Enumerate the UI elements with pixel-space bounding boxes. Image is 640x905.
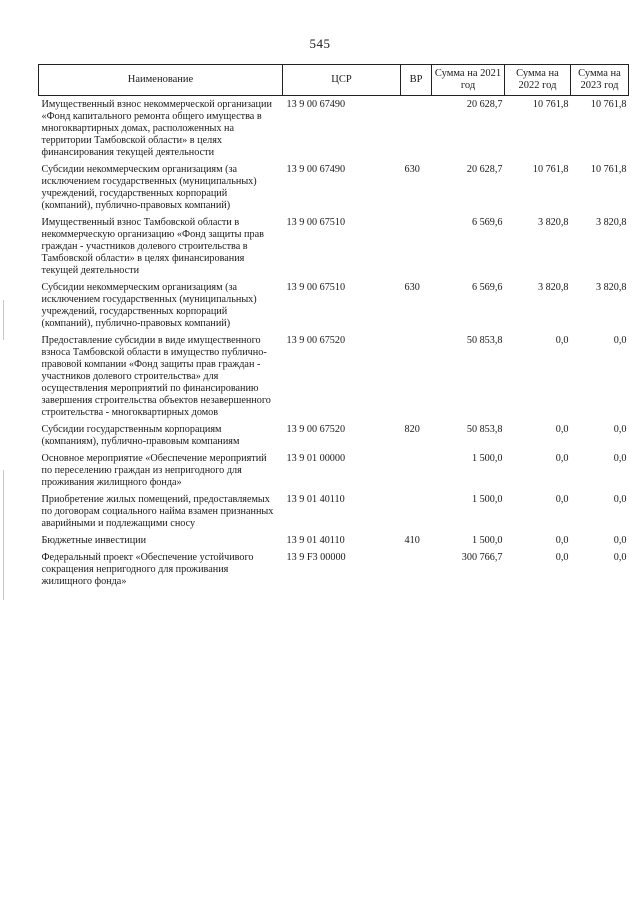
row-sum-2023: 0,0 — [613, 335, 627, 346]
row-name: Предоставление субсидии в виде имущественного взноса Тамбовской области в имущество публично-правовой компании «Фонд защиты прав граждан - участников долевого строительства» для осуществления мероприятий по финансированию завершения строительства объектов незавершенного строительства - многоквартирных домов — [41, 335, 271, 418]
header-name: Наименование — [39, 65, 283, 96]
row-name: Бюджетные инвестиции — [41, 535, 147, 546]
row-vr — [401, 214, 432, 279]
row-csr: 13 9 01 40110 — [286, 494, 345, 505]
header-sum-2023: Сумма на 2023 год — [571, 65, 629, 96]
table-row — [39, 549, 629, 590]
table-row — [39, 450, 629, 491]
header-csr: ЦСР — [283, 65, 401, 96]
page-number: 545 — [309, 36, 331, 51]
row-csr: 13 9 01 00000 — [286, 453, 346, 464]
row-sum-2023: 0,0 — [613, 552, 627, 563]
row-sum-2021: 6 569,6 — [471, 217, 503, 228]
row-sum-2023: 3 820,8 — [595, 282, 627, 293]
row-vr — [401, 332, 432, 421]
row-sum-2021: 1 500,0 — [471, 535, 503, 546]
row-name: Федеральный проект «Обеспечение устойчивого сокращения непригодного для проживания жилищного фонда» — [41, 552, 254, 587]
row-sum-2023: 0,0 — [613, 494, 627, 505]
row-name: Имущественный взнос Тамбовской области в некоммерческую организацию «Фонд защиты прав граждан - участников долевого строительства в Тамбовской области» в целях финансирования текущей деятельности — [41, 217, 264, 276]
header-vr: ВР — [401, 65, 432, 96]
row-sum-2022: 0,0 — [555, 424, 569, 435]
row-name: Субсидии некоммерческим организациям (за исключением государственных (муниципальных) учреждений, государственных корпораций (компаний), публично-правовых компаний) — [41, 282, 257, 329]
table-row — [39, 421, 629, 450]
row-name: Приобретение жилых помещений, предоставляемых по договорам социального найма взамен признанных аварийными и подлежащими сносу — [41, 494, 274, 529]
row-sum-2021: 20 628,7 — [466, 99, 503, 110]
row-sum-2022: 3 820,8 — [537, 282, 569, 293]
table-row — [39, 491, 629, 532]
row-sum-2022: 3 820,8 — [537, 217, 569, 228]
row-name: Основное мероприятие «Обеспечение мероприятий по переселению граждан из непригодного для проживания жилищного фонда» — [41, 453, 267, 488]
table-row — [39, 214, 629, 279]
row-sum-2022: 0,0 — [555, 535, 569, 546]
table-body — [39, 96, 629, 591]
row-vr: 630 — [404, 164, 420, 175]
scan-edge-mark — [3, 300, 4, 340]
row-sum-2023: 0,0 — [613, 424, 627, 435]
scan-edge-mark — [3, 470, 4, 600]
row-sum-2022: 0,0 — [555, 453, 569, 464]
row-sum-2021: 300 766,7 — [461, 552, 503, 563]
table-row — [39, 332, 629, 421]
row-name: Субсидии некоммерческим организациям (за исключением государственных (муниципальных) учреждений, государственных корпораций (компаний), публично-правовых компаний) — [41, 164, 257, 211]
row-csr: 13 9 F3 00000 — [286, 552, 346, 563]
row-name: Имущественный взнос некоммерческой организации «Фонд капитального ремонта общего имущества в многоквартирных домах, расположенных на территории Тамбовской области» в целях финансирования текущей деятельности — [41, 99, 272, 158]
row-csr: 13 9 00 67520 — [286, 335, 346, 346]
row-csr: 13 9 00 67520 — [286, 424, 346, 435]
table-row — [39, 96, 629, 162]
row-sum-2023: 0,0 — [613, 535, 627, 546]
row-vr — [401, 96, 432, 162]
row-sum-2023: 10 761,8 — [590, 164, 627, 175]
row-sum-2021: 1 500,0 — [471, 453, 503, 464]
row-sum-2021: 6 569,6 — [471, 282, 503, 293]
row-csr: 13 9 00 67510 — [286, 217, 346, 228]
row-sum-2023: 0,0 — [613, 453, 627, 464]
budget-table — [38, 64, 629, 590]
row-sum-2021: 1 500,0 — [471, 494, 503, 505]
row-sum-2023: 10 761,8 — [590, 99, 627, 110]
table-row — [39, 532, 629, 549]
row-csr: 13 9 01 40110 — [286, 535, 345, 546]
row-vr — [401, 549, 432, 590]
row-csr: 13 9 00 67510 — [286, 282, 346, 293]
row-csr: 13 9 00 67490 — [286, 99, 346, 110]
table-header — [39, 65, 629, 96]
row-sum-2022: 0,0 — [555, 494, 569, 505]
row-sum-2022: 0,0 — [555, 335, 569, 346]
row-sum-2021: 20 628,7 — [466, 164, 503, 175]
header-sum-2021: Сумма на 2021 год — [432, 65, 505, 96]
table-row — [39, 279, 629, 332]
row-vr — [401, 491, 432, 532]
row-sum-2022: 10 761,8 — [532, 164, 569, 175]
row-sum-2021: 50 853,8 — [466, 424, 503, 435]
row-csr: 13 9 00 67490 — [286, 164, 346, 175]
row-vr — [401, 450, 432, 491]
row-vr: 410 — [404, 535, 420, 546]
row-sum-2023: 3 820,8 — [595, 217, 627, 228]
row-vr: 820 — [404, 424, 420, 435]
row-sum-2022: 0,0 — [555, 552, 569, 563]
row-sum-2021: 50 853,8 — [466, 335, 503, 346]
row-vr: 630 — [404, 282, 420, 293]
row-name: Субсидии государственным корпорациям (компаниям), публично-правовым компаниям — [41, 424, 240, 447]
row-sum-2022: 10 761,8 — [532, 99, 569, 110]
header-sum-2022: Сумма на 2022 год — [505, 65, 571, 96]
table-row — [39, 161, 629, 214]
